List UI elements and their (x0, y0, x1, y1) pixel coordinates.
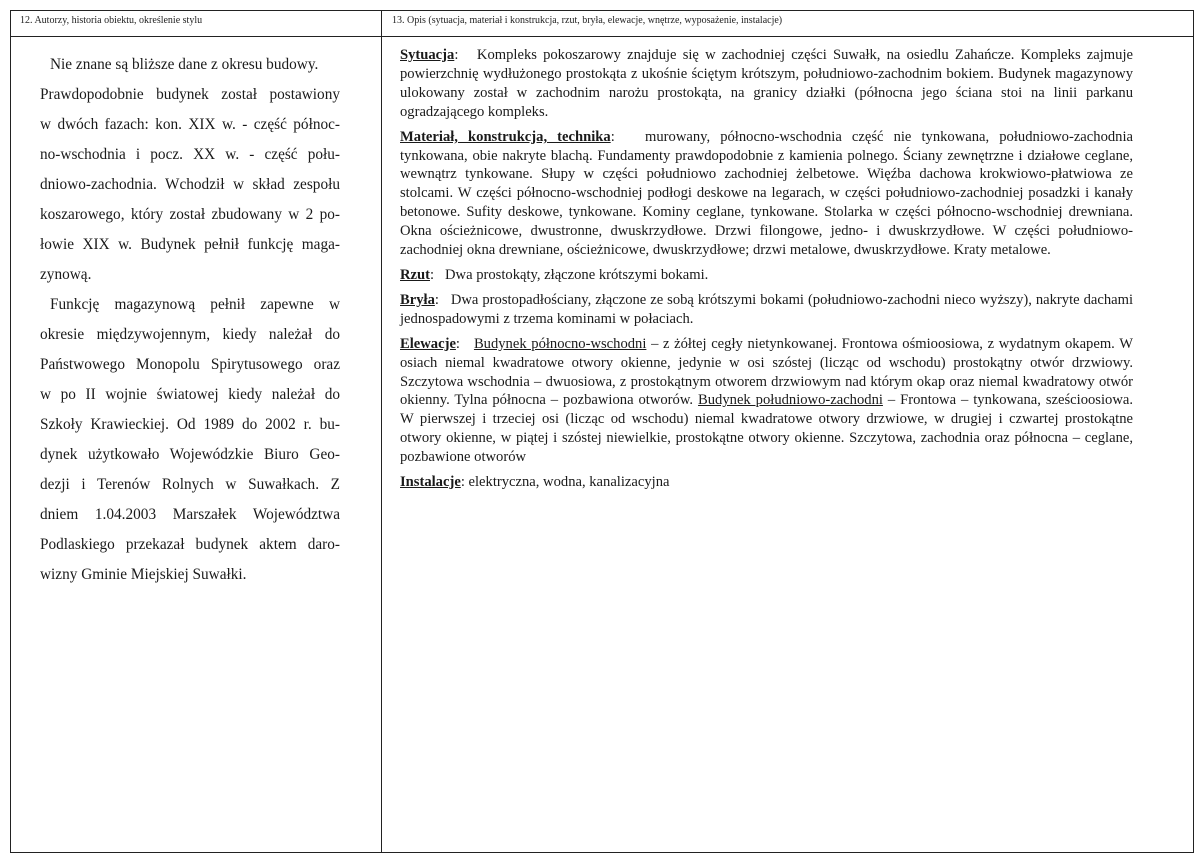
section-label: Instalacje (400, 474, 461, 491)
text-line: wizny Gminie Miejskiej Suwałki. (40, 566, 247, 583)
section-label: Materiał, konstrukcja, technika (400, 128, 611, 145)
text-line: Państwowego Monopolu Spirytusowego oraz (40, 356, 340, 373)
text-line: Funkcję magazynową pełnił zapewne w (50, 296, 340, 313)
right-column (382, 10, 1194, 853)
text-line: łowie XIX w. Budynek pełnił funkcję maga- (40, 236, 340, 253)
text-line: dezji i Terenów Rolnych w Suwałkach. Z (40, 476, 340, 493)
section-label: Bryła (400, 291, 435, 308)
section-label: Rzut (400, 266, 430, 283)
text-line: no-wschodnia i pocz. XX w. - część połu- (40, 146, 340, 163)
history-paragraph-2 (40, 290, 340, 590)
right-header: 13. Opis (sytuacja, materiał i konstrukcja, rzut, bryła, elewacje, wnętrze, wyposażenie, instalacje) (392, 15, 783, 26)
text-line: okresie międzywojennym, kiedy należał do (40, 326, 340, 343)
section-body: murowany, północno-wschodnia część nie tynkowana, południowo-zachodnia tynkowana, obie nakryte blachą. Fundamenty prawdopodobnie z kamienia polnego. Ściany zewnętrzne i działowe ceglane, wewnątrz tynkowane. Słupy w części południowo zachodniej żelbetowe. Więźba dachowa krokwiowo-płatwiowa ze stolcami. W części północno-wschodniej podłogi deskowe na legarach, w części południowo-zachodniej posadzki i kanały betonowe. Sufity deskowe, tynkowane. Kominy ceglane, tynkowane. Stolarka w części północno-wschodniej drewniana. Okna ościeżnicowe, dwustronne, dwuskrzydłowe. Drzwi filongowe, jedno- i dwuskrzydłowe. W części południowo-zachodniej okna drewniane, ościeżnicowe, dwuskrzydłowe; drzwi metalowe, dwuskrzydłowe. Kraty metalowe. (400, 128, 1133, 259)
section-label: Elewacje (400, 335, 456, 352)
text-line: Prawdopodobnie budynek został postawiony (40, 86, 340, 103)
section-body: – z żółtej cegły nietynkowanej. Frontowa ośmioosiowa, z wydatnym okapem. W osiach niemal kwadratowe otwory okienne, jedynie w osi szóstej (licząc od wschodu) prostokątny otwór drzwiowy. Szczytowa wschodnia – dwuosiowa, z prostokątnym otworem drzwiowym nad którym okap oraz niemal kwadratowy otwór okienny. Tylna północna – pozbawiona otworów. (400, 335, 1133, 409)
elewacje-subheading-1: Budynek północno-wschodni (473, 335, 647, 352)
left-header-rule (10, 36, 381, 37)
history-text (40, 50, 340, 590)
text-line: dniowo-zachodnia. Wchodził w skład zespołu (40, 176, 340, 193)
section-body: – Frontowa – tynkowana, sześcioosiowa. W pierwszej i trzeciej osi (licząc od wschodu) niemal kwadratowe otwory drzwiowe, w drugiej i czwartej prostokątne otwory okienne, w piątej i szóstej niewielkie, prostokątne otwory okienne. Szczytowa, zachodnia oraz północna – ceglane, pozbawione otworów (400, 392, 1134, 466)
section-material: Materiał, konstrukcja, technika: murowany, północno-wschodnia część nie tynkowana, południowo-zachodnia tynkowana, obie nakryte blachą. Fundamenty prawdopodobnie z kamienia polnego. Ściany zewnętrzne i działowe ceglane, wewnątrz tynkowane. Słupy w części południowo zachodniej żelbetowe. Więźba dachowa krokwiowo-płatwiowa ze stolcami. W części północno-wschodniej podłogi deskowe na legarach, w części południowo-zachodniej posadzki i kanały betonowe. Sufity deskowe, tynkowane. Kominy ceglane, tynkowane. Stolarka w części północno-wschodniej drewniana. Okna ościeżnicowe, dwustronne, dwuskrzydłowe. Drzwi filongowe, jedno- i dwuskrzydłowe. W części południowo-zachodniej okna drewniane, ościeżnicowe, dwuskrzydłowe; drzwi metalowe, dwuskrzydłowe. Kraty metalowe. (400, 128, 1133, 259)
text-line: Podlaskiego przekazał budynek aktem daro- (40, 536, 340, 553)
section-body: Dwa prostopadłościany, złączone ze sobą krótszymi bokami (południowo-zachodni nieco wyższy), nakryte dachami jednospadowymi z trzema kominami w połaciach. (400, 291, 1134, 327)
section-body: elektryczna, wodna, kanalizacyjna (468, 474, 670, 491)
text-line: dniem 1.04.2003 Marszałek Województwa (40, 506, 340, 523)
right-header-rule (382, 36, 1194, 37)
text-line: w po II wojnie światowej kiedy należał do (40, 386, 340, 403)
history-paragraph-1 (40, 50, 340, 290)
text-line: Szkoły Krawieckiej. Od 1989 do 2002 r. bu- (40, 416, 340, 433)
text-line: w dwóch fazach: kon. XIX w. - część północ- (40, 116, 340, 133)
description-text (400, 46, 1133, 498)
section-body: Dwa prostokąty, złączone krótszymi bokami. (445, 266, 709, 283)
section-elewacje: Elewacje: Budynek północno-wschodni – z żółtej cegły nietynkowanej. Frontowa ośmioosiowa, z wydatnym okapem. W osiach niemal kwadratowe otwory okienne, jedynie w osi szóstej (licząc od wschodu) prostokątny otwór drzwiowy. Szczytowa wschodnia – dwuosiowa, z prostokątnym otworem drzwiowym nad którym okap oraz niemal kwadratowy otwór okienny. Tylna północna – pozbawiona otworów. Budynek południowo-zachodni – Frontowa – tynkowana, sześcioosiowa. W pierwszej i trzeciej osi (licząc od wschodu) niemal kwadratowe otwory drzwiowe, w drugiej i czwartej prostokątne otwory okienne, w piątej i szóstej niewielkie, prostokątne otwory okienne. Szczytowa, zachodnia oraz północna – ceglane, pozbawione otworów (400, 335, 1134, 466)
section-body: Kompleks pokoszarowy znajduje się w zachodniej części Suwałk, na osiedlu Zahańcze. Kompleks zajmuje powierzchnię wydłużonego prostokąta z ukośnie ściętym krótszym, południowo-zachodnim bokiem. Budynek magazynowy ulokowany został w zachodnim narożu prostokąta, na granicy działki (północna jego ściana stoi na linii parkanu ogradzającego kompleks. (400, 47, 1133, 120)
left-column (10, 10, 382, 853)
section-bryla: Bryła: Dwa prostopadłościany, złączone ze sobą krótszymi bokami (południowo-zachodni nieco wyższy), nakryte dachami jednospadowymi z trzema kominami w połaciach. (400, 291, 1134, 327)
section-label: Sytuacja (400, 47, 455, 63)
section-sytuacja: Sytuacja: Kompleks pokoszarowy znajduje się w zachodniej części Suwałk, na osiedlu Zahańcze. Kompleks zajmuje powierzchnię wydłużonego prostokąta z ukośnie ściętym krótszym, południowo-zachodnim bokiem. Budynek magazynowy ulokowany został w zachodnim narożu prostokąta, na granicy działki (północna jego ściana stoi na linii parkanu ogradzającego kompleks. (400, 47, 1133, 120)
elewacje-subheading-2: Budynek południowo-zachodni (698, 392, 883, 409)
text-line: koszarowego, który został zbudowany w 2 po- (40, 206, 340, 223)
text-line: dynek użytkowało Wojewódzkie Biuro Geo- (40, 446, 340, 463)
section-rzut: Rzut: Dwa prostokąty, złączone krótszymi bokami. (400, 266, 709, 283)
text-line: zynową. (40, 266, 92, 283)
section-instalacje: Instalacje: elektryczna, wodna, kanalizacyjna (400, 474, 670, 491)
left-header: 12. Autorzy, historia obiektu, określenie stylu (20, 15, 203, 26)
text-line: Nie znane są bliższe dane z okresu budowy. (50, 56, 319, 73)
